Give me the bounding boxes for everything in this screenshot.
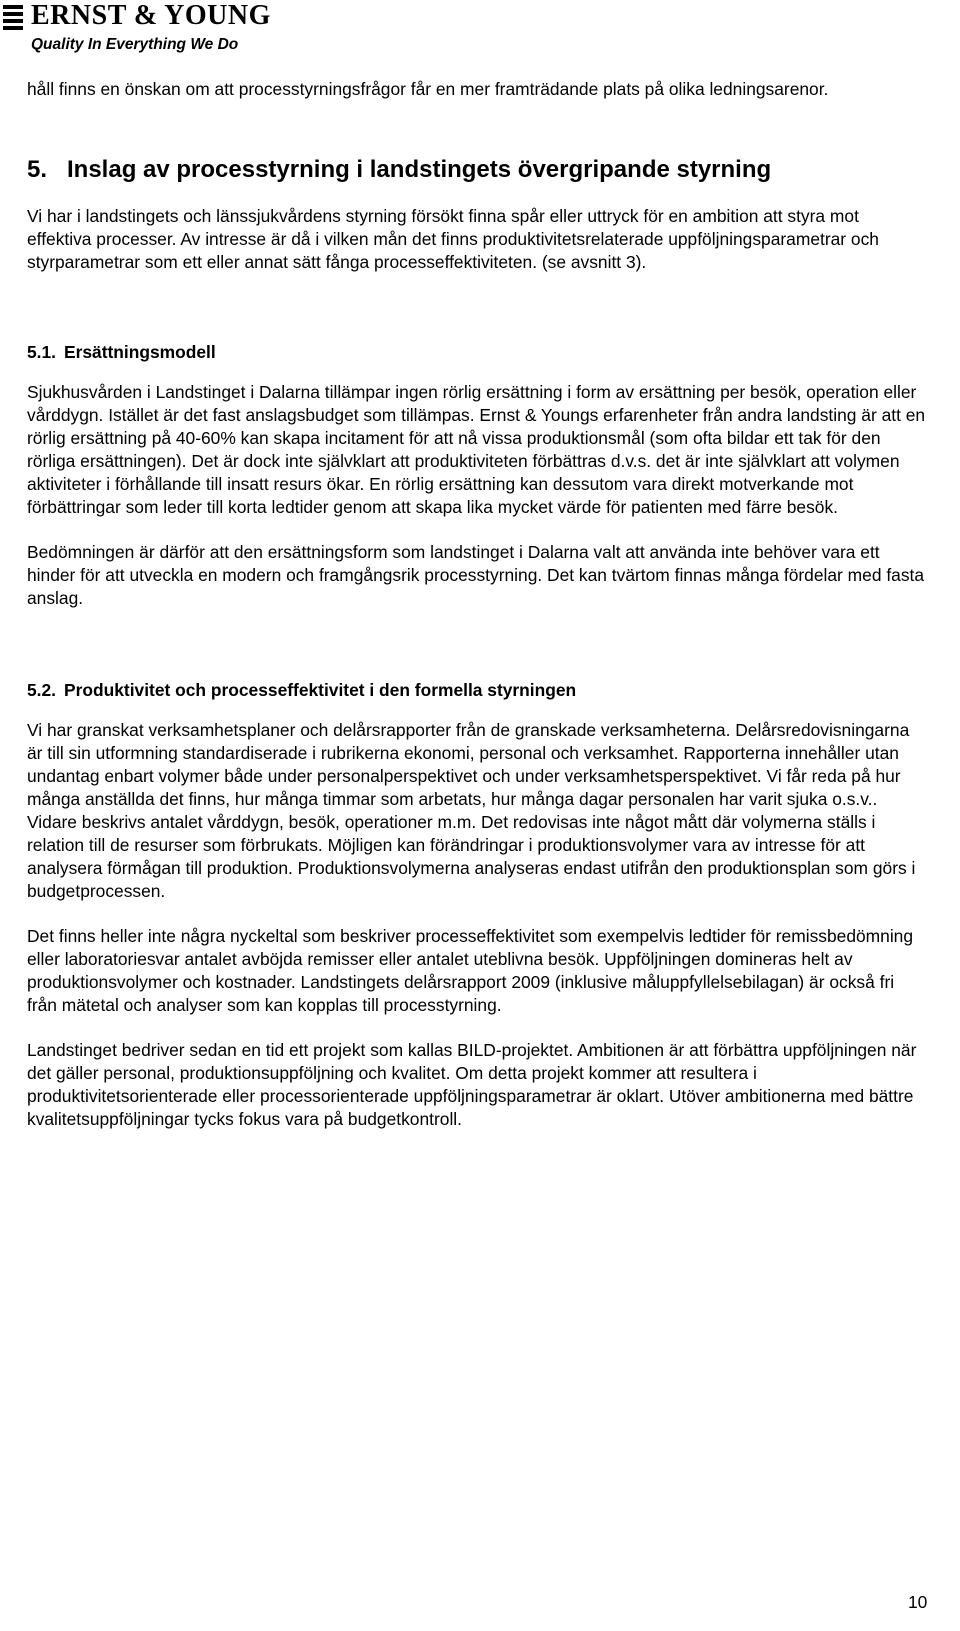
section-5-2-heading xyxy=(27,679,927,702)
section-5-2-number: 5.2. xyxy=(27,680,57,700)
section-5-1-heading xyxy=(27,341,927,364)
section-5-title: Inslag av processtyrning i landstingets övergripande styrning xyxy=(67,156,772,183)
document-body xyxy=(27,78,927,1131)
section-5-2-paragraph-2: Det finns heller inte några nyckeltal som beskriver processeffektivitet som exempelvis ledtider för remissbedömning eller laboratoriesvar antalet avböjda remisser eller antalet uteblivna besök. Uppföljningen domineras helt av produktionsvolymer och kostnader. Landstingets delårsrapport 2009 (inklusive måluppfyllelsebilagan) är också fri från mätetal och analyser som kan kopplas till processtyrning. xyxy=(27,926,914,1015)
section-5-1-number: 5.1. xyxy=(27,342,57,362)
intro-paragraph: håll finns en önskan om att processtyrningsfrågor får en mer framträdande plats på olika ledningsarenor. xyxy=(27,79,829,99)
brand-name: ERNST & YOUNG xyxy=(31,0,271,31)
section-5-heading xyxy=(27,155,927,185)
section-5-2-paragraph-1: Vi har granskat verksamhetsplaner och delårsrapporter från de granskade verksamheterna. Delårsredovisningarna är till sin utformning standardiserade i rubrikerna ekonomi, personal och verksamhet. Rapporterna innehåller utan undantag enbart volymer både under personalperspektivet och under verksamhetsperspektivet. Vi får reda på hur många anställda det finns, hur många timmar som arbetats, hur många dagar personalen har varit sjuka o.s.v.. Vidare beskrivs antalet vårddygn, besök, operationer m.m. Det redovisas inte något mått där volymerna ställs i relation till de resurser som förbrukats. Möjligen kan förändringar i produktionsvolymer vara av intresse för att analysera förmågan till produktion. Produktionsvolymerna analyseras endast utifrån den produktionsplan som görs i budgetprocessen. xyxy=(27,720,916,901)
section-5-1-paragraph-1: Sjukhusvården i Landstinget i Dalarna tillämpar ingen rörlig ersättning i form av ersättning per besök, operation eller vårddygn. Istället är det fast anslagsbudget som tillämpas. Ernst & Youngs erfarenheter från andra landsting är att en rörlig ersättning på 40-60% kan skapa incitament för att nå vissa produktionsmål (som ofta bildar ett tak för den rörliga ersättningen). Det är dock inte självklart att produktiviteten förbättras d.v.s. det är inte självklart att volymen aktiviteter i förhållande till insatt resurs ökar. En rörlig ersättning kan dessutom vara direkt motverkande mot förbättringar som leder till korta ledtider genom att skapa lika mycket värde för patienten med färre besök. xyxy=(27,382,926,517)
section-5-2-title: Produktivitet och processeffektivitet i den formella styrningen xyxy=(64,680,577,700)
section-5-1-title: Ersättningsmodell xyxy=(64,342,216,362)
logo-mark-icon xyxy=(3,5,27,31)
section-5-number: 5. xyxy=(27,156,48,183)
section-5-2-paragraph-3: Landstinget bedriver sedan en tid ett projekt som kallas BILD-projektet. Ambitionen är att förbättra uppföljningen när det gäller personal, produktionsuppföljning och kvalitet. Om detta projekt kommer att resultera i produktivitetsorienterade eller processorienterade uppföljningsparametrar är oklart. Utöver ambitionerna med bättre kvalitetsuppföljningar tycks fokus vara på budgetkontroll. xyxy=(27,1040,917,1129)
section-5-1-paragraph-2: Bedömningen är därför att den ersättningsform som landstinget i Dalarna valt att använda inte behöver vara ett hinder för att utveckla en modern och framgångsrik processtyrning. Det kan tvärtom finnas många fördelar med fasta anslag. xyxy=(27,542,925,608)
brand-logo xyxy=(3,0,271,55)
section-5-paragraph: Vi har i landstingets och länssjukvårdens styrning försökt finna spår eller uttryck för en ambition att styra mot effektiva processer. Av intresse är då i vilken mån det finns produktivitetsrelaterade uppföljningsparametrar och styrparametrar som ett eller annat sätt fånga processeffektiviteten. (se avsnitt 3). xyxy=(27,206,879,272)
brand-tagline: Quality In Everything We Do xyxy=(31,36,239,53)
page-number: 10 xyxy=(908,1592,928,1612)
